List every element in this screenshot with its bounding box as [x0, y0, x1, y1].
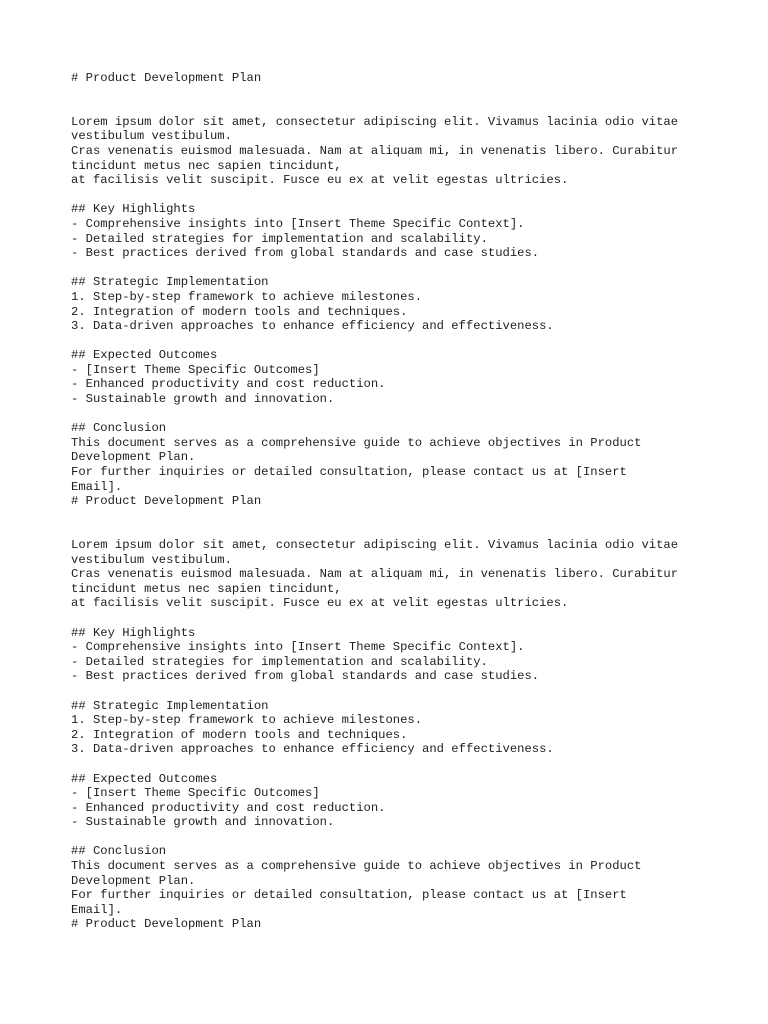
intro-line: Cras venenatis euismod malesuada. Nam at aliquam mi, in venenatis libero. Curabitur [71, 143, 679, 158]
key-highlights-section [71, 202, 731, 260]
list-item: 3. Data-driven approaches to enhance efficiency and effectiveness. [71, 742, 554, 757]
list-item: - Detailed strategies for implementation and scalability. [71, 654, 488, 669]
list-item: - Enhanced productivity and cost reduction. [71, 800, 386, 815]
list-item: - Detailed strategies for implementation and scalability. [71, 231, 488, 246]
document-section [71, 71, 731, 494]
section-heading: ## Key Highlights [71, 625, 196, 640]
section-heading: ## Expected Outcomes [71, 771, 218, 786]
conclusion-line: For further inquiries or detailed consultation, please contact us at [Insert [71, 465, 627, 480]
conclusion-section [71, 421, 731, 494]
conclusion-line: Email]. [71, 902, 123, 917]
list-item: 1. Step-by-step framework to achieve milestones. [71, 713, 423, 728]
section-heading: ## Strategic Implementation [71, 698, 269, 713]
conclusion-line: Development Plan. [71, 873, 196, 888]
intro-line: Cras venenatis euismod malesuada. Nam at aliquam mi, in venenatis libero. Curabitur [71, 567, 679, 582]
document-title: # Product Development Plan [71, 71, 262, 85]
document-section [71, 494, 731, 917]
list-item: - [Insert Theme Specific Outcomes] [71, 362, 320, 377]
intro-paragraph [71, 538, 731, 611]
list-item: 1. Step-by-step framework to achieve milestones. [71, 289, 423, 304]
document-title: # Product Development Plan [71, 917, 262, 932]
spacer [71, 334, 731, 349]
expected-outcomes-section [71, 348, 731, 406]
list-item: - [Insert Theme Specific Outcomes] [71, 786, 320, 801]
conclusion-line: Email]. [71, 479, 123, 494]
list-item: 3. Data-driven approaches to enhance efficiency and effectiveness. [71, 319, 554, 334]
intro-paragraph [71, 115, 731, 188]
spacer [71, 830, 731, 845]
intro-line: Lorem ipsum dolor sit amet, consectetur adipiscing elit. Vivamus lacinia odio vitae [71, 114, 679, 129]
section-heading: ## Strategic Implementation [71, 275, 269, 290]
spacer [71, 757, 731, 772]
spacer [71, 188, 731, 203]
intro-line: vestibulum vestibulum. [71, 129, 232, 144]
section-heading: ## Conclusion [71, 421, 167, 436]
conclusion-line: Development Plan. [71, 450, 196, 465]
list-item: - Best practices derived from global standards and case studies. [71, 669, 540, 684]
conclusion-section [71, 844, 731, 917]
list-item: 2. Integration of modern tools and techniques. [71, 304, 408, 319]
spacer [71, 611, 731, 626]
intro-line: at facilisis velit suscipit. Fusce eu ex at velit egestas ultricies. [71, 596, 569, 611]
section-heading: ## Expected Outcomes [71, 348, 218, 363]
intro-line: tincidunt metus nec sapien tincidunt, [71, 581, 342, 596]
section-heading: ## Conclusion [71, 844, 167, 859]
document-title: # Product Development Plan [71, 494, 262, 509]
list-item: 2. Integration of modern tools and techniques. [71, 727, 408, 742]
list-item: - Enhanced productivity and cost reduction. [71, 377, 386, 392]
section-heading: ## Key Highlights [71, 202, 196, 217]
document-page [71, 71, 731, 932]
conclusion-line: For further inquiries or detailed consultation, please contact us at [Insert [71, 888, 627, 903]
list-item: - Comprehensive insights into [Insert Theme Specific Context]. [71, 640, 525, 655]
list-item: - Comprehensive insights into [Insert Theme Specific Context]. [71, 216, 525, 231]
intro-line: vestibulum vestibulum. [71, 552, 232, 567]
conclusion-line: This document serves as a comprehensive guide to achieve objectives in Product [71, 859, 642, 874]
list-item: - Sustainable growth and innovation. [71, 815, 335, 830]
list-item: - Sustainable growth and innovation. [71, 392, 335, 407]
expected-outcomes-section [71, 772, 731, 830]
spacer [71, 684, 731, 699]
intro-line: tincidunt metus nec sapien tincidunt, [71, 158, 342, 173]
spacer [71, 261, 731, 276]
conclusion-line: This document serves as a comprehensive guide to achieve objectives in Product [71, 435, 642, 450]
intro-line: Lorem ipsum dolor sit amet, consectetur adipiscing elit. Vivamus lacinia odio vitae [71, 538, 679, 552]
key-highlights-section [71, 626, 731, 684]
spacer [71, 407, 731, 422]
strategic-implementation-section [71, 699, 731, 757]
strategic-implementation-section [71, 275, 731, 333]
intro-line: at facilisis velit suscipit. Fusce eu ex at velit egestas ultricies. [71, 173, 569, 188]
list-item: - Best practices derived from global standards and case studies. [71, 246, 540, 261]
